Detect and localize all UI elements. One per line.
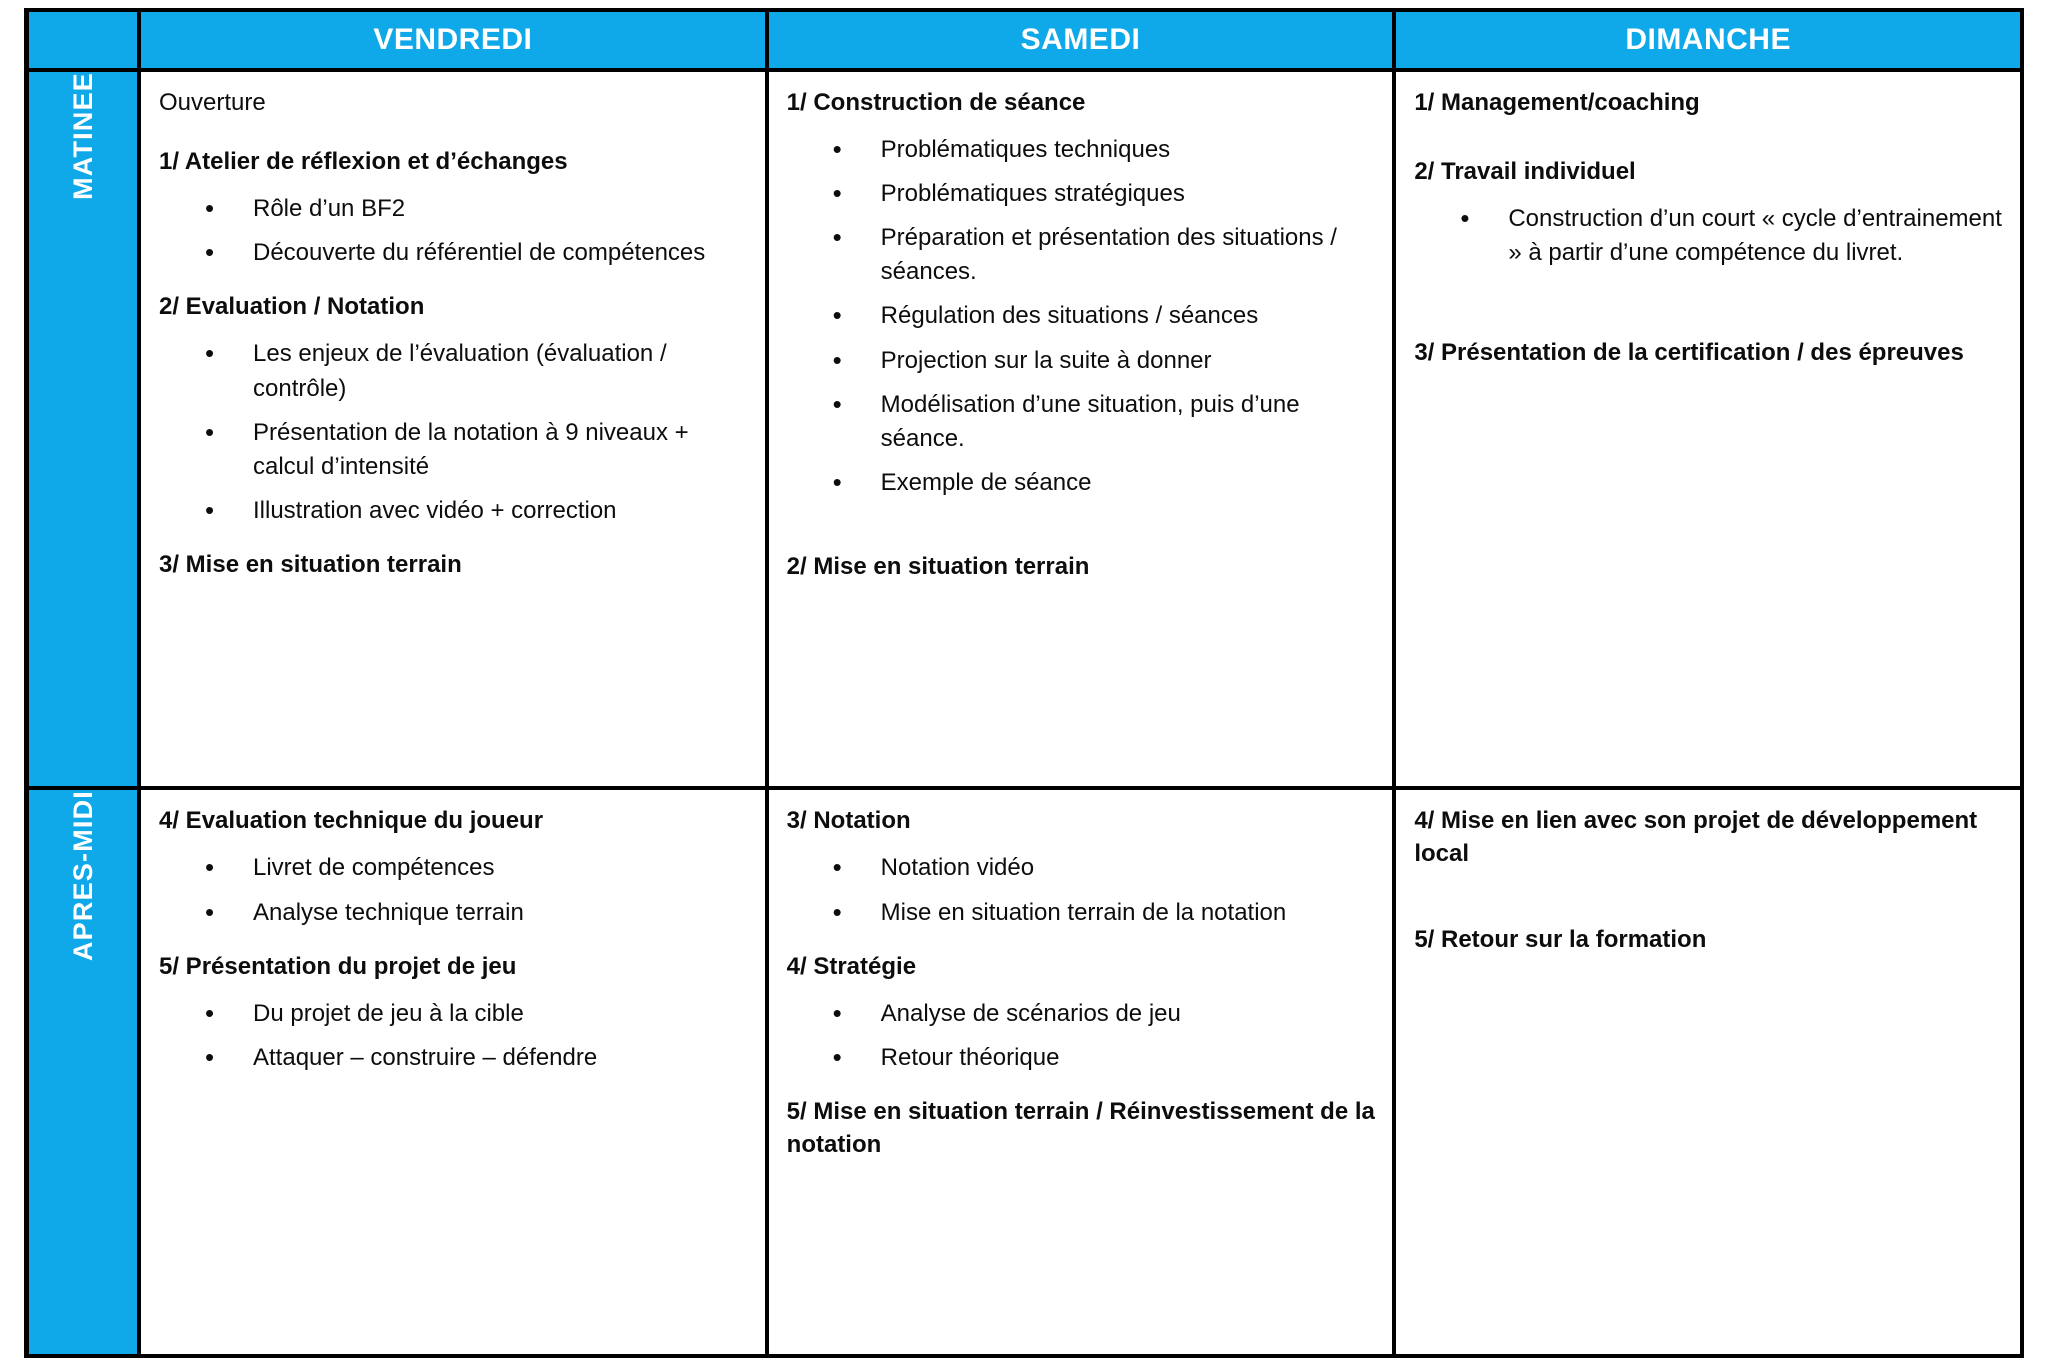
list-item: • Retour théorique	[833, 1041, 1377, 1075]
spacer	[1414, 290, 2004, 336]
spacer	[787, 520, 1377, 550]
list-item: • Attaquer – construire – défendre	[205, 1041, 749, 1075]
apres-midi-samedi-section-4-title: 4/ Stratégie	[786, 952, 917, 980]
apres-midi-vendredi-section-5-list	[159, 997, 749, 1075]
row-header-apres-midi	[27, 788, 140, 1356]
list-item: • Illustration avec vidéo + correction	[205, 494, 749, 528]
list-item: • Régulation des situations / séances	[833, 299, 1377, 333]
matinee-dimanche-section-3-title: 3/ Présentation de la certification / des épreuves	[1414, 339, 1964, 367]
cell-apres-midi-samedi	[767, 788, 1395, 1356]
list-item: • Notation vidéo	[833, 851, 1377, 885]
list-item: • Du projet de jeu à la cible	[205, 997, 749, 1031]
list-item: • Problématiques techniques	[833, 133, 1377, 167]
spacer	[1414, 125, 2004, 155]
cell-matinee-samedi	[767, 70, 1395, 788]
table-row-apres-midi	[27, 788, 2023, 1356]
apres-midi-samedi-section-3-list	[787, 851, 1377, 929]
list-item: • Exemple de séance	[833, 466, 1377, 500]
apres-midi-vendredi-section-4-list	[159, 851, 749, 929]
apres-midi-samedi-section-3-title: 3/ Notation	[786, 807, 911, 835]
cell-matinee-vendredi	[139, 70, 767, 788]
row-header-apres-midi-inner	[29, 790, 137, 1354]
corner-cell	[27, 10, 140, 70]
row-header-matinee	[27, 70, 140, 788]
cell-apres-midi-vendredi	[139, 788, 767, 1356]
list-item: • Projection sur la suite à donner	[833, 344, 1377, 378]
apres-midi-vendredi-section-4-title: 4/ Evaluation technique du joueur	[159, 807, 544, 835]
apres-midi-dimanche-section-5-title: 5/ Retour sur la formation	[1414, 925, 1707, 953]
column-header-dimanche: DIMANCHE	[1394, 10, 2022, 70]
list-item: • Préparation et présentation des situations / séances.	[833, 221, 1377, 289]
list-item: • Modélisation d’une situation, puis d’une séance.	[833, 388, 1377, 456]
apres-midi-vendredi-section-5-title: 5/ Présentation du projet de jeu	[159, 952, 517, 980]
weekend-schedule-table	[24, 8, 2024, 1358]
row-header-matinee-inner	[29, 72, 137, 786]
matinee-vendredi-section-1-list	[159, 192, 749, 270]
list-item: • Analyse technique terrain	[205, 896, 749, 930]
matinee-vendredi-section-2-title: 2/ Evaluation / Notation	[159, 293, 425, 321]
matinee-vendredi-section-3-title: 3/ Mise en situation terrain	[159, 550, 462, 578]
list-item: • Analyse de scénarios de jeu	[833, 997, 1377, 1031]
apres-midi-samedi-section-4-list	[787, 997, 1377, 1075]
list-item: • Présentation de la notation à 9 niveaux + calcul d’intensité	[205, 416, 749, 484]
cell-apres-midi-dimanche	[1394, 788, 2022, 1356]
matinee-samedi-section-1-list	[787, 133, 1377, 500]
list-item: • Problématiques stratégiques	[833, 177, 1377, 211]
list-item: • Mise en situation terrain de la notation	[833, 896, 1377, 930]
matinee-samedi-section-2-title: 2/ Mise en situation terrain	[786, 552, 1090, 580]
apres-midi-samedi-section-5-title: 5/ Mise en situation terrain / Réinvestissement de la notation	[786, 1097, 1375, 1158]
list-item: • Découverte du référentiel de compétences	[205, 236, 749, 270]
list-item: • Les enjeux de l’évaluation (évaluation / contrôle)	[205, 337, 749, 405]
list-item: • Livret de compétences	[205, 851, 749, 885]
list-item: • Rôle d’un BF2	[205, 192, 749, 226]
matinee-samedi-section-1-title: 1/ Construction de séance	[786, 89, 1086, 116]
column-header-vendredi: VENDREDI	[139, 10, 767, 70]
list-item: • Construction d’un court « cycle d’entrainement » à partir d’une compétence du livret.	[1460, 202, 2004, 270]
cell-matinee-dimanche	[1394, 70, 2022, 788]
column-header-samedi: SAMEDI	[767, 10, 1395, 70]
matinee-vendredi-intro: Ouverture	[159, 89, 266, 116]
matinee-dimanche-section-2-title: 2/ Travail individuel	[1414, 158, 1636, 186]
row-header-matinee-label: MATINEE	[67, 72, 98, 200]
row-header-apres-midi-label: APRES-MIDI	[67, 790, 98, 962]
spacer	[1414, 877, 2004, 923]
matinee-vendredi-section-2-list	[159, 337, 749, 527]
matinee-dimanche-section-1-title: 1/ Management/coaching	[1414, 89, 1700, 116]
matinee-vendredi-section-1-title: 1/ Atelier de réflexion et d’échanges	[159, 148, 568, 176]
table-header-row	[27, 10, 2023, 70]
table-row-matinee	[27, 70, 2023, 788]
matinee-dimanche-section-2-list	[1414, 202, 2004, 270]
apres-midi-dimanche-section-4-title: 4/ Mise en lien avec son projet de développement local	[1414, 807, 1978, 868]
